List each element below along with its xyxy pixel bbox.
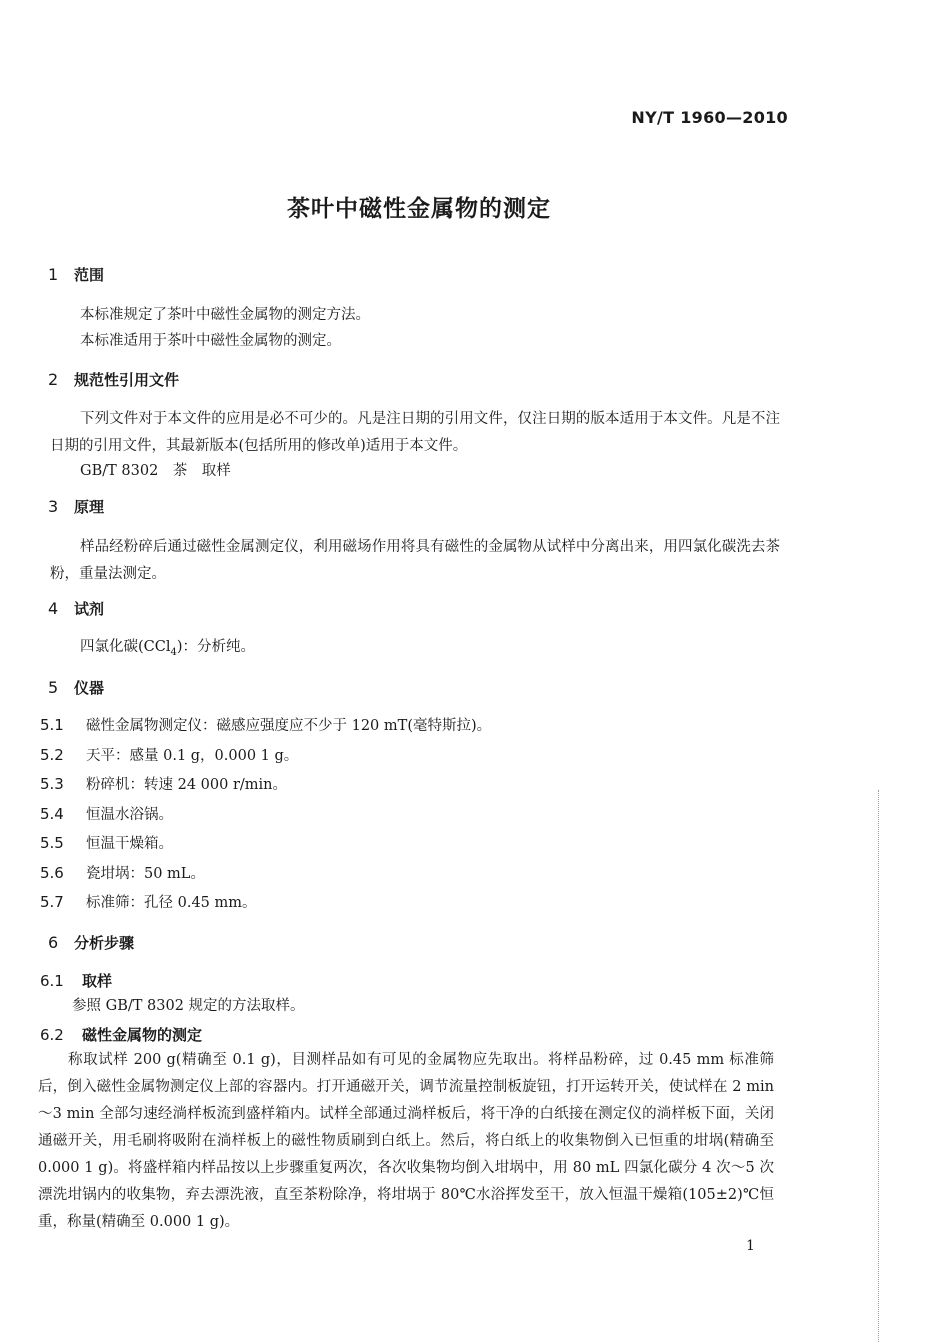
reagent-subscript: 4 (170, 646, 177, 658)
section-title: 原理 (74, 498, 105, 516)
section-1-line-2: 本标准适用于茶叶中磁性金属物的测定。 (80, 333, 341, 349)
item-text: 天平：感量 0.1 g，0.000 1 g。 (86, 748, 299, 764)
section-title: 仪器 (74, 679, 105, 697)
standard-number: NY/T 1960—2010 (631, 108, 788, 127)
section-title: 范围 (74, 266, 105, 284)
section-2-reference: GB/T 8302 茶 取样 (80, 463, 231, 479)
section-number: 3 (48, 497, 59, 516)
section-number: 4 (48, 599, 59, 618)
subsection-6-2-heading (40, 1024, 202, 1045)
section-4-reagent (80, 634, 810, 666)
section-3-heading (48, 496, 104, 517)
section-number: 5 (48, 678, 59, 697)
scan-edge-line (878, 790, 879, 1342)
item-text: 恒温水浴锅。 (86, 807, 173, 823)
section-3-paragraph: 样品经粉碎后通过磁性金属测定仪，利用磁场作用将具有磁性的金属物从试样中分离出来，用四氯化碳洗去茶粉，重量法测定。 (50, 539, 780, 582)
list-item (40, 714, 491, 735)
list-item (40, 862, 205, 883)
subsection-number: 6.2 (40, 1026, 64, 1044)
section-title: 规范性引用文件 (74, 371, 180, 389)
document-title: 茶叶中磁性金属物的测定 (287, 196, 551, 222)
subsection-6-2-text: 称取试样 200 g(精确至 0.1 g)，目测样品如有可见的金属物应先取出。将样品粉碎，过 0.45 mm 标准筛后，倒入磁性金属物测定仪上部的容器内。打开通磁开关，调节流量控制板旋钮，打开运转开关，使试样在 2 min～3 min 全部匀速经淌样板流到盛样箱内。试样全部通过淌样板后，将干净的白纸接在测定仪的淌样板下面，关闭通磁开关，用毛刷将吸附在淌样板上的磁性物质刷到白纸上。然后，将白纸上的收集物倒入已恒重的坩埚(精确至 0.000 1 g)。将盛样箱内样品按以上步骤重复两次，各次收集物均倒入坩埚中，用 80 mL 四氯化碳分 4 次～5 次漂洗坩锅内的收集物，弃去漂洗液，直至茶粉除净，将坩埚于 80℃水浴挥发至干，放入恒温干燥箱(105±2)℃恒重，称量(精确至 0.000 1 g)。 (38, 1052, 774, 1230)
section-2-paragraph: 下列文件对于本文件的应用是必不可少的。凡是注日期的引用文件，仅注日期的版本适用于本文件。凡是不注日期的引用文件，其最新版本(包括所用的修改单)适用于本文件。 (50, 411, 780, 454)
item-text: 磁性金属物测定仪：磁感应强度应不少于 120 mT(毫特斯拉)。 (86, 718, 492, 734)
subsection-6-1-text: 参照 GB/T 8302 规定的方法取样。 (72, 998, 305, 1014)
item-text: 粉碎机：转速 24 000 r/min。 (86, 777, 287, 793)
item-number: 5.3 (40, 775, 64, 793)
section-title: 分析步骤 (74, 934, 135, 952)
list-item (40, 832, 173, 853)
list-item (40, 773, 287, 794)
list-item (40, 744, 298, 765)
item-number: 5.6 (40, 864, 64, 882)
item-number: 5.2 (40, 746, 64, 764)
subsection-title: 取样 (82, 972, 113, 990)
section-6-heading (48, 932, 134, 953)
reagent-text-b: )：分析纯。 (176, 639, 256, 655)
reagent-text-a: 四氯化碳(CCl (80, 639, 171, 655)
section-4-heading (48, 598, 104, 619)
item-text: 标准筛：孔径 0.45 mm。 (86, 895, 257, 911)
list-item (40, 803, 173, 824)
list-item (40, 891, 257, 912)
item-number: 5.7 (40, 893, 64, 911)
subsection-6-1-heading (40, 970, 112, 991)
item-number: 5.4 (40, 805, 64, 823)
item-number: 5.1 (40, 716, 64, 734)
section-5-heading (48, 677, 104, 698)
section-number: 6 (48, 933, 59, 952)
subsection-number: 6.1 (40, 972, 64, 990)
item-text: 恒温干燥箱。 (86, 836, 173, 852)
section-number: 1 (48, 265, 59, 284)
section-title: 试剂 (74, 600, 105, 618)
section-1-line-1: 本标准规定了茶叶中磁性金属物的测定方法。 (80, 307, 370, 323)
page-number: 1 (746, 1238, 755, 1254)
subsection-title: 磁性金属物的测定 (82, 1026, 203, 1044)
section-2-heading (48, 369, 179, 390)
section-1-heading (48, 264, 104, 285)
section-number: 2 (48, 370, 59, 389)
item-text: 瓷坩埚：50 mL。 (86, 866, 205, 882)
item-number: 5.5 (40, 834, 64, 852)
